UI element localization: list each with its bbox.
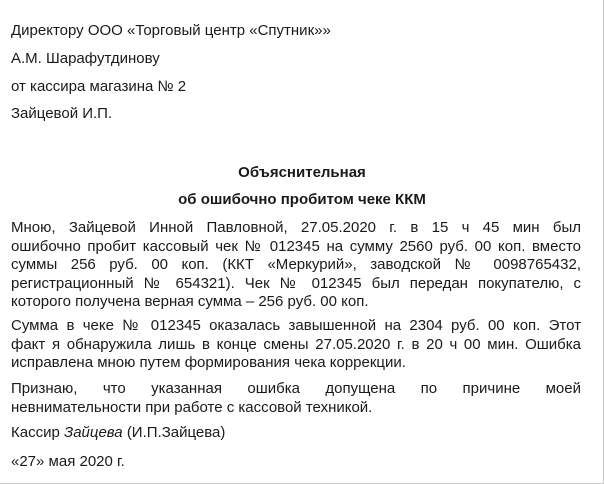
paragraph-1: [11, 219, 581, 312]
paragraph-line: ошибочно пробит кассовый чек № 012345 на сумму 2560 руб. 00 коп. вместо: [11, 237, 581, 255]
paragraph-line: исправлена мною путем формирования чека коррекции.: [11, 354, 406, 371]
sender-line-1: от кассира магазина № 2: [11, 78, 187, 95]
paragraph-line: которого получена верная сумма – 256 руб. 00 коп.: [11, 293, 369, 310]
paragraph-2: [11, 317, 581, 373]
document-date: «27» мая 2020 г.: [11, 453, 125, 470]
paragraph-line: Признаю, что указанная ошибка допущена по причине моей: [11, 380, 581, 397]
paragraph-line: Мною, Зайцевой Инной Павловной, 27.05.2020 г. в 15 ч 45 мин был: [11, 219, 581, 236]
document-subtitle: об ошибочно пробитом чеке ККМ: [178, 191, 426, 208]
sender-line-2: Зайцевой И.П.: [11, 105, 113, 122]
paragraph-3: [11, 380, 581, 417]
paragraph-line: регистрационный № 654321). Чек № 012345 был передан покупателю, с: [11, 274, 581, 292]
paragraph-line: факт я обнаружила лишь в конце смены 27.05.2020 г. в 20 ч 00 мин. Ошибка: [11, 335, 581, 353]
signature-role: Кассир: [11, 424, 60, 441]
signature-name: (И.П.Зайцева): [126, 424, 226, 441]
signature-line: [11, 423, 225, 443]
paragraph-line: Сумма в чеке № 012345 оказалась завышенной на 2304 руб. 00 коп. Этот: [11, 317, 581, 334]
addressee-line-1: Директору ООО «Торговый центр «Спутник»»: [11, 22, 331, 39]
document-title: Объяснительная: [238, 164, 366, 181]
addressee-line-2: А.М. Шарафутдинову: [11, 50, 160, 67]
paragraph-line: суммы 256 руб. 00 коп. (ККТ «Меркурий», заводской № 0098765432,: [11, 256, 581, 273]
paragraph-line: невнимательности при работе с кассовой техникой.: [11, 398, 373, 416]
signature-handwritten: Зайцева: [63, 424, 123, 441]
